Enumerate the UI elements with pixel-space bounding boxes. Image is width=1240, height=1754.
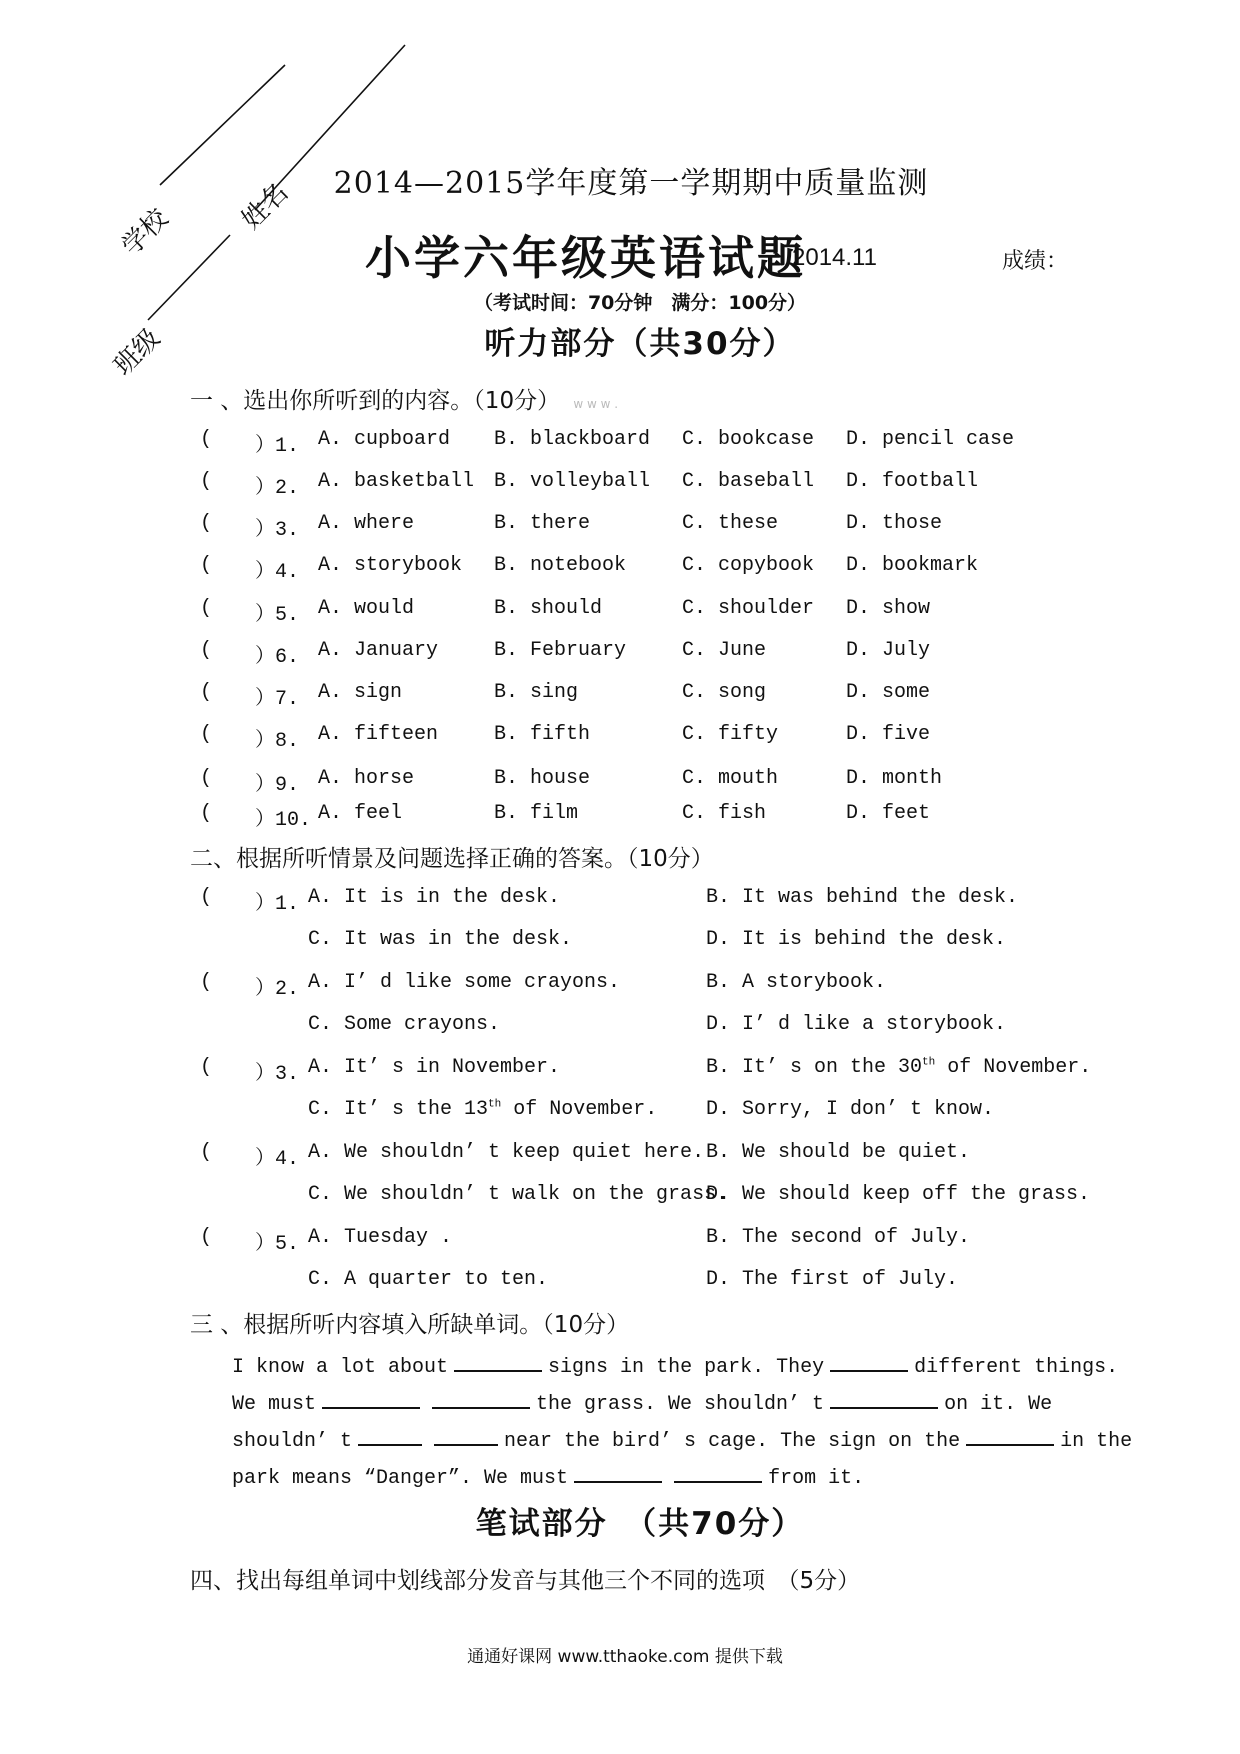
- question-row: [0, 470, 1240, 504]
- option-d[interactable]: D. month: [846, 767, 943, 790]
- option-c[interactable]: C. A quarter to ten.: [308, 1268, 549, 1291]
- option-a[interactable]: A. sign: [318, 681, 403, 704]
- ordinal-suffix: th: [922, 1056, 936, 1069]
- option-b[interactable]: B. house: [494, 767, 591, 790]
- option-c[interactable]: C. copybook: [682, 554, 815, 577]
- passage-text: signs in the park. They: [548, 1356, 825, 1379]
- blank-3[interactable]: [322, 1387, 420, 1409]
- question-row: [0, 928, 1240, 962]
- blank-2[interactable]: [830, 1350, 908, 1372]
- blank-5[interactable]: [830, 1387, 938, 1409]
- option-d[interactable]: D. Sorry, I don’ t know.: [706, 1098, 995, 1121]
- option-c[interactable]: C. mouth: [682, 767, 779, 790]
- paren-open: (: [200, 470, 213, 493]
- option-d[interactable]: D. I’ d like a storybook.: [706, 1013, 1007, 1036]
- question-row: [0, 886, 1240, 920]
- option-d[interactable]: D. July: [846, 639, 931, 662]
- paren-open: (: [200, 1056, 213, 1079]
- paren-open: (: [200, 1141, 213, 1164]
- question-number: ）1.: [255, 435, 300, 458]
- option-d[interactable]: D. pencil case: [846, 428, 1015, 451]
- option-text: of November.: [935, 1056, 1092, 1079]
- question-row: [0, 723, 1240, 757]
- option-text: of November.: [501, 1098, 658, 1121]
- question-row: [0, 1013, 1240, 1047]
- watermark: w w w .: [573, 397, 619, 411]
- passage-text: on it. We: [944, 1393, 1053, 1416]
- blank-4[interactable]: [432, 1387, 530, 1409]
- option-a[interactable]: A. cupboard: [318, 428, 451, 451]
- option-d[interactable]: D. bookmark: [846, 554, 979, 577]
- paren-open: (: [200, 723, 213, 746]
- passage-text: park means “Danger”. We must: [232, 1467, 569, 1490]
- passage-text: near the bird’ s cage. The sign on the: [504, 1430, 961, 1453]
- question-number: ）8.: [255, 730, 300, 753]
- option-a[interactable]: A. We shouldn’ t keep quiet here.: [308, 1141, 705, 1164]
- option-c[interactable]: [308, 1098, 657, 1121]
- passage-line-3: [232, 1424, 1132, 1453]
- passage-text: from it.: [768, 1467, 865, 1490]
- passage-text: different things.: [914, 1356, 1119, 1379]
- option-a[interactable]: A. would: [318, 597, 415, 620]
- blank-7[interactable]: [434, 1424, 498, 1446]
- passage-line-4: [232, 1461, 864, 1490]
- question-number: ）3.: [255, 1063, 300, 1086]
- option-d[interactable]: D. football: [846, 470, 979, 493]
- option-text: C. It’ s the 13: [308, 1098, 489, 1121]
- option-c[interactable]: C. shoulder: [682, 597, 815, 620]
- ordinal-suffix: th: [488, 1098, 502, 1111]
- passage-text: We must: [232, 1393, 317, 1416]
- option-d[interactable]: D. We should keep off the grass.: [706, 1183, 1091, 1206]
- blank-10[interactable]: [674, 1461, 762, 1483]
- paren-open: (: [200, 512, 213, 535]
- option-b[interactable]: B. The second of July.: [706, 1226, 971, 1249]
- option-a[interactable]: A. basketball: [318, 470, 475, 493]
- paren-open: (: [200, 428, 213, 451]
- option-c[interactable]: C. fifty: [682, 723, 779, 746]
- question-number: ）2.: [255, 477, 300, 500]
- question-row: [0, 971, 1240, 1005]
- option-c[interactable]: C. bookcase: [682, 428, 815, 451]
- question-row: [0, 1141, 1240, 1175]
- blank-6[interactable]: [358, 1424, 422, 1446]
- option-b[interactable]: B. It was behind the desk.: [706, 886, 1019, 909]
- option-a[interactable]: A. It’ s in November.: [308, 1056, 561, 1079]
- passage-line-1: [232, 1350, 1118, 1379]
- writing-heading: 笔试部分 （共70分）: [475, 1506, 805, 1542]
- paren-open: (: [200, 802, 213, 825]
- name-label: 姓名: [236, 177, 295, 236]
- paren-open: (: [200, 597, 213, 620]
- question-row: [0, 1098, 1240, 1132]
- question-number: ）2.: [255, 978, 300, 1001]
- question-row: [0, 428, 1240, 462]
- question-number: ）6.: [255, 646, 300, 669]
- blank-9[interactable]: [574, 1461, 662, 1483]
- passage-text: in the: [1060, 1430, 1133, 1453]
- option-d[interactable]: D. It is behind the desk.: [706, 928, 1007, 951]
- paren-open: (: [200, 886, 213, 909]
- question-number: ）4.: [255, 1148, 300, 1171]
- section3-title: 三 、根据所听内容填入所缺单词。（10分）: [190, 1312, 630, 1338]
- option-b[interactable]: B. A storybook.: [706, 971, 887, 994]
- question-row: [0, 1226, 1240, 1260]
- option-a[interactable]: A. feel: [318, 802, 403, 825]
- option-b[interactable]: B. fifth: [494, 723, 591, 746]
- option-d[interactable]: D. The first of July.: [706, 1268, 959, 1291]
- exam-title: 小学六年级英语试题: [365, 231, 806, 285]
- section1-title-text: 一 、选出你所听到的内容。（10分）: [190, 388, 561, 414]
- question-row: [0, 554, 1240, 588]
- passage-text: the grass. We shouldn’ t: [536, 1393, 825, 1416]
- paren-open: (: [200, 639, 213, 662]
- paren-open: (: [200, 767, 213, 790]
- paren-open: (: [200, 971, 213, 994]
- question-number: ）3.: [255, 519, 300, 542]
- question-row: [0, 681, 1240, 715]
- option-text: B. It’ s on the 30: [706, 1056, 923, 1079]
- option-b[interactable]: B. blackboard: [494, 428, 651, 451]
- passage-text: I know a lot about: [232, 1356, 449, 1379]
- question-row: [0, 767, 1240, 801]
- option-a[interactable]: A. fifteen: [318, 723, 439, 746]
- paren-open: (: [200, 681, 213, 704]
- exam-date: 2014.11: [792, 244, 877, 271]
- passage-line-2: [232, 1387, 1052, 1416]
- option-a[interactable]: A. Tuesday .: [308, 1226, 453, 1249]
- exam-note: （考试时间：70分钟 满分：100分）: [473, 292, 807, 314]
- option-a[interactable]: A. It is in the desk.: [308, 886, 561, 909]
- option-c[interactable]: C. fish: [682, 802, 767, 825]
- option-b[interactable]: B. sing: [494, 681, 579, 704]
- blank-8[interactable]: [966, 1424, 1054, 1446]
- footer: 通通好课网 www.tthaoke.com 提供下载: [467, 1647, 783, 1667]
- question-row: [0, 1056, 1240, 1090]
- option-d[interactable]: D. feet: [846, 802, 931, 825]
- school-label: 学校: [116, 203, 175, 262]
- score-label: 成绩：: [1002, 249, 1069, 274]
- blank-1[interactable]: [454, 1350, 542, 1372]
- option-b[interactable]: B. volleyball: [494, 470, 651, 493]
- option-a[interactable]: A. January: [318, 639, 439, 662]
- question-number: ）5.: [255, 604, 300, 627]
- option-b[interactable]: B. should: [494, 597, 603, 620]
- section2-title: 二、根据所听情景及问题选择正确的答案。（10分）: [190, 846, 714, 872]
- question-row: [0, 639, 1240, 673]
- option-a[interactable]: A. storybook: [318, 554, 463, 577]
- option-c[interactable]: C. We shouldn’ t walk on the grass.: [308, 1183, 729, 1206]
- question-number: ）1.: [255, 893, 300, 916]
- question-number: ）10.: [255, 809, 312, 832]
- option-c[interactable]: C. these: [682, 512, 779, 535]
- option-d[interactable]: D. those: [846, 512, 943, 535]
- exam-subtitle: 2014—2015学年度第一学期期中质量监测: [333, 166, 929, 201]
- option-b[interactable]: B. film: [494, 802, 579, 825]
- option-a[interactable]: A. horse: [318, 767, 415, 790]
- section1-title: [190, 382, 618, 415]
- option-a[interactable]: A. where: [318, 512, 415, 535]
- question-row: [0, 802, 1240, 836]
- question-number: ）7.: [255, 688, 300, 711]
- question-row: [0, 597, 1240, 631]
- option-c[interactable]: C. baseball: [682, 470, 815, 493]
- section4-title: 四、找出每组单词中划线部分发音与其他三个不同的选项 （5分）: [190, 1568, 861, 1594]
- question-row: [0, 1268, 1240, 1302]
- option-c[interactable]: C. It was in the desk.: [308, 928, 573, 951]
- option-c[interactable]: C. song: [682, 681, 767, 704]
- option-b[interactable]: B. notebook: [494, 554, 627, 577]
- option-d[interactable]: D. some: [846, 681, 931, 704]
- question-row: [0, 1183, 1240, 1217]
- option-c[interactable]: C. Some crayons.: [308, 1013, 501, 1036]
- option-b[interactable]: B. We should be quiet.: [706, 1141, 971, 1164]
- option-c[interactable]: C. June: [682, 639, 767, 662]
- listening-heading: 听力部分（共30分）: [484, 326, 796, 362]
- paren-open: (: [200, 1226, 213, 1249]
- question-number: ）5.: [255, 1233, 300, 1256]
- passage-text: shouldn’ t: [232, 1430, 353, 1453]
- option-d[interactable]: D. five: [846, 723, 931, 746]
- option-b[interactable]: B. February: [494, 639, 627, 662]
- question-number: ）9.: [255, 774, 300, 797]
- question-number: ）4.: [255, 561, 300, 584]
- class-label: 班级: [108, 323, 167, 382]
- option-d[interactable]: D. show: [846, 597, 931, 620]
- paren-open: (: [200, 554, 213, 577]
- question-row: [0, 512, 1240, 546]
- option-b[interactable]: B. there: [494, 512, 591, 535]
- option-a[interactable]: A. I’ d like some crayons.: [308, 971, 621, 994]
- option-b[interactable]: [706, 1056, 1091, 1079]
